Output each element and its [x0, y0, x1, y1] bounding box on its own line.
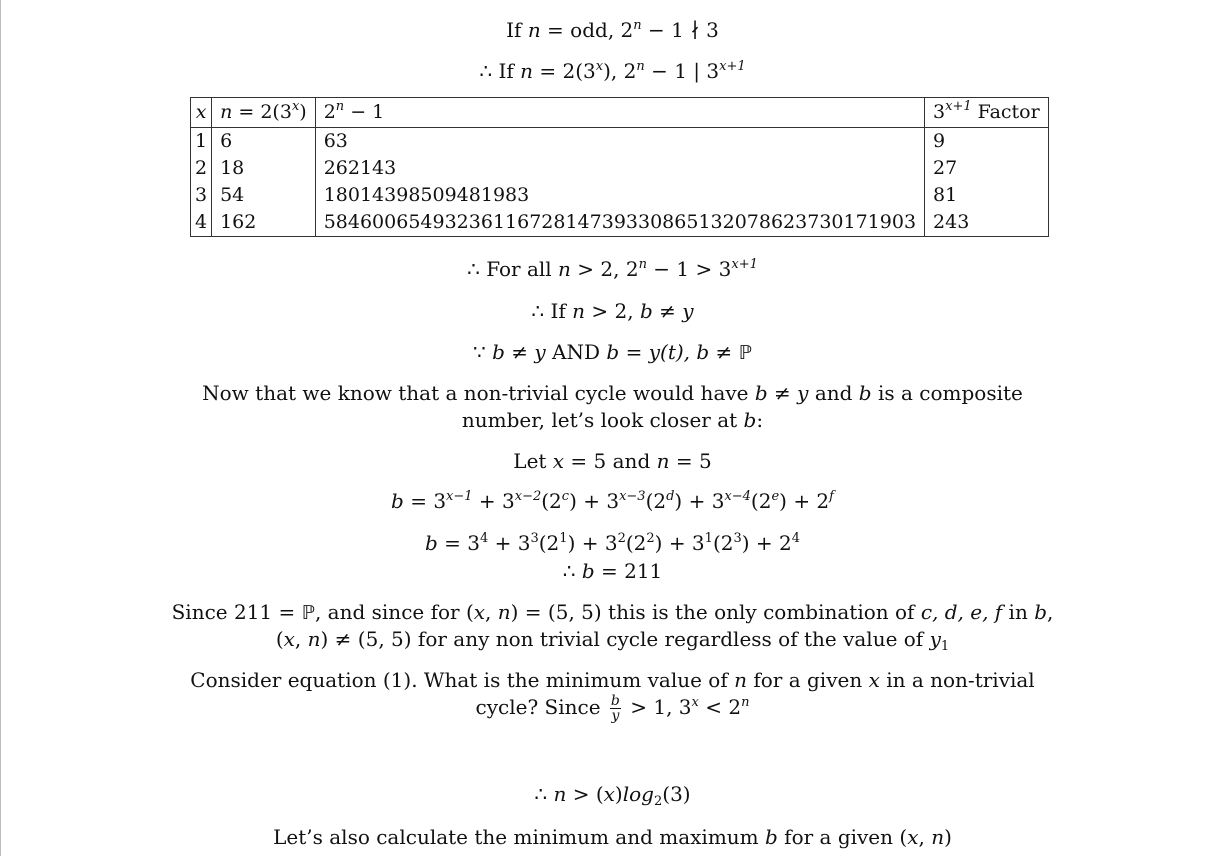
- statement-odd-n: If n = odd, $2^n - 1$ ∤ 3: [506, 18, 719, 42]
- statement-b-not-prime: ∵ b ≠ y AND b = y(t), b ≠ ℙ: [473, 340, 752, 364]
- statement-for-all-n: ∴ For all n > 2, $2^n - 1 > 3^{x+1}$: [467, 257, 758, 281]
- fraction-b-over-y: $\frac{b}{y}$: [610, 693, 620, 724]
- factor-table: [190, 97, 1049, 237]
- paragraph-min-n-line2: cycle? Since $\frac{b}{y}$ > 1, $3^x < 2^n$: [475, 693, 750, 724]
- table-row: 1 6 63 9: [191, 128, 1049, 156]
- paragraph-prime-line2: (x, n) ≠ (5, 5) for any non trivial cycle regardless of the value of $y_1$: [275, 627, 950, 654]
- equation-b-result: ∴ b = 211: [562, 559, 663, 583]
- statement-b-neq-y: ∴ If n > 2, b ≠ y: [531, 299, 694, 323]
- paragraph-min-max-b: Let’s also calculate the minimum and maximum b for a given (x, n): [273, 825, 952, 849]
- table-row: 3 54 18014398509481983 81: [191, 182, 1049, 209]
- paragraph-min-n-line1: Consider equation (1). What is the minimum value of n for a given x in a non-trivial: [190, 668, 1035, 692]
- paragraph-prime-line1: Since 211 = ℙ, and since for (x, n) = (5, 5) this is the only combination of c, d, e, f in b,: [171, 600, 1054, 624]
- table-row: 2 18 262143 27: [191, 155, 1049, 182]
- paragraph-composite-line2: number, let’s look closer at b:: [461, 408, 764, 432]
- let-x-n-line: Let x = 5 and n = 5: [513, 449, 712, 473]
- header-x: x: [191, 98, 212, 128]
- header-factor: $3^{x+1}$ Factor: [925, 98, 1049, 128]
- header-n: $n = 2(3^x)$: [212, 98, 316, 128]
- statement-n-log: ∴ $n > (x)\log_2(3)$: [534, 782, 691, 809]
- statement-n-even: ∴ If $n = 2(3^x)$, $2^n - 1$ | $3^{x+1}$: [479, 59, 746, 83]
- table-row: 4 162 5846006549323611672814739330865132078623730171903 243: [191, 209, 1049, 237]
- equation-b-general: $b = 3^{x-1} + 3^{x-2}(2^c) + 3^{x-3}(2^d) + 3^{x-4}(2^e) + 2^f$: [391, 489, 834, 513]
- paragraph-composite-line1: Now that we know that a non-trivial cycle would have b ≠ y and b is a composite: [202, 381, 1023, 405]
- header-power: $2^n - 1$: [315, 98, 924, 128]
- equation-b-numeric: $b = 3^4 + 3^3(2^1) + 3^2(2^2) + 3^1(2^3) + 2^4$: [424, 531, 801, 555]
- table-header-row: [191, 98, 1049, 128]
